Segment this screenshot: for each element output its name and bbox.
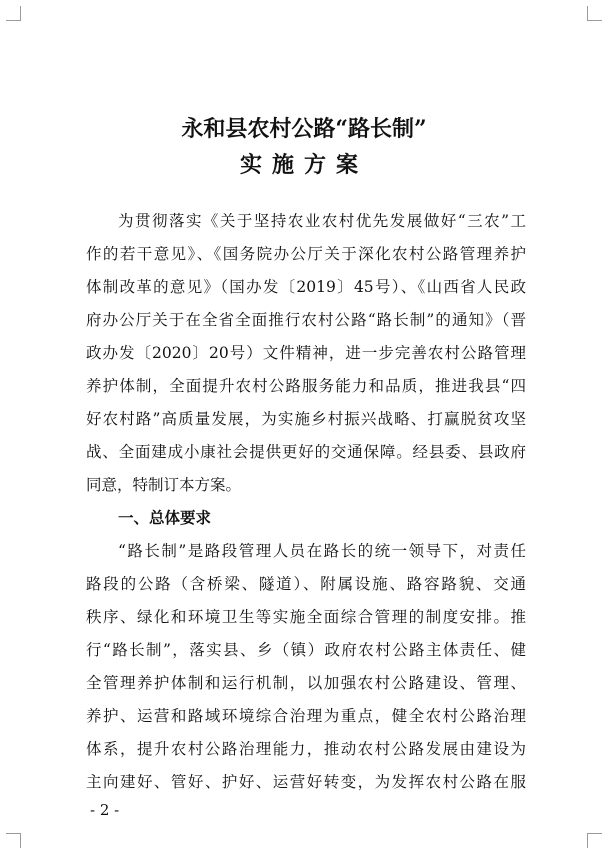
intro-line: 好农村路”高质量发展，为实施乡村振兴战略、打赢脱贫攻坚: [86, 410, 526, 428]
intro-line: 体制改革的意见》（国办发〔2019〕45号）、《山西省人民政: [86, 278, 526, 296]
page-number: - 2 -: [90, 801, 120, 819]
intro-line: 为贯彻落实《关于坚持农业农村优先发展做好“三农”工: [118, 212, 526, 230]
section-line: 行“路长制”，落实县、乡（镇）政府农村公路主体责任、健: [86, 641, 526, 659]
section-heading: 一、总体要求: [118, 509, 212, 527]
document-subtitle: 实施方案: [239, 152, 368, 178]
crop-mark-top-right: [587, 6, 602, 21]
section-line: 养护、运营和路域环境综合治理为重点，健全农村公路治理: [86, 707, 526, 725]
section-line: 秩序、绿化和环境卫生等实施全面综合管理的制度安排。推: [86, 608, 526, 626]
document-title: 永和县农村公路“路长制”: [181, 116, 427, 142]
section-line: 主向建好、管好、护好、运营好转变，为发挥农村公路在服: [86, 773, 526, 791]
intro-line: 府办公厅关于在全省全面推行农村公路“路长制”的通知》（晋: [86, 311, 526, 329]
section-line: 体系，提升农村公路治理能力，推动农村公路发展由建设为: [86, 740, 526, 758]
intro-line: 政办发〔2020〕20号）文件精神，进一步完善农村公路管理: [86, 344, 526, 362]
section-line: “路长制”是路段管理人员在路长的统一领导下，对责任: [118, 542, 526, 560]
section-line: 全管理养护体制和运行机制，以加强农村公路建设、管理、: [86, 674, 526, 692]
intro-line: 养护体制，全面提升农村公路服务能力和品质，推进我县“四: [86, 377, 526, 395]
crop-mark-bottom-left: [6, 833, 21, 848]
crop-mark-bottom-right: [587, 833, 602, 848]
intro-line: 战、全面建成小康社会提供更好的交通保障。经县委、县政府: [86, 443, 526, 461]
intro-line: 作的若干意见》、《国务院办公厅关于深化农村公路管理养护: [86, 245, 526, 263]
section-line: 路段的公路（含桥梁、隧道）、附属设施、路容路貌、交通: [86, 575, 526, 593]
intro-line: 同意，特制订本方案。: [86, 476, 242, 494]
crop-mark-top-left: [6, 6, 21, 21]
